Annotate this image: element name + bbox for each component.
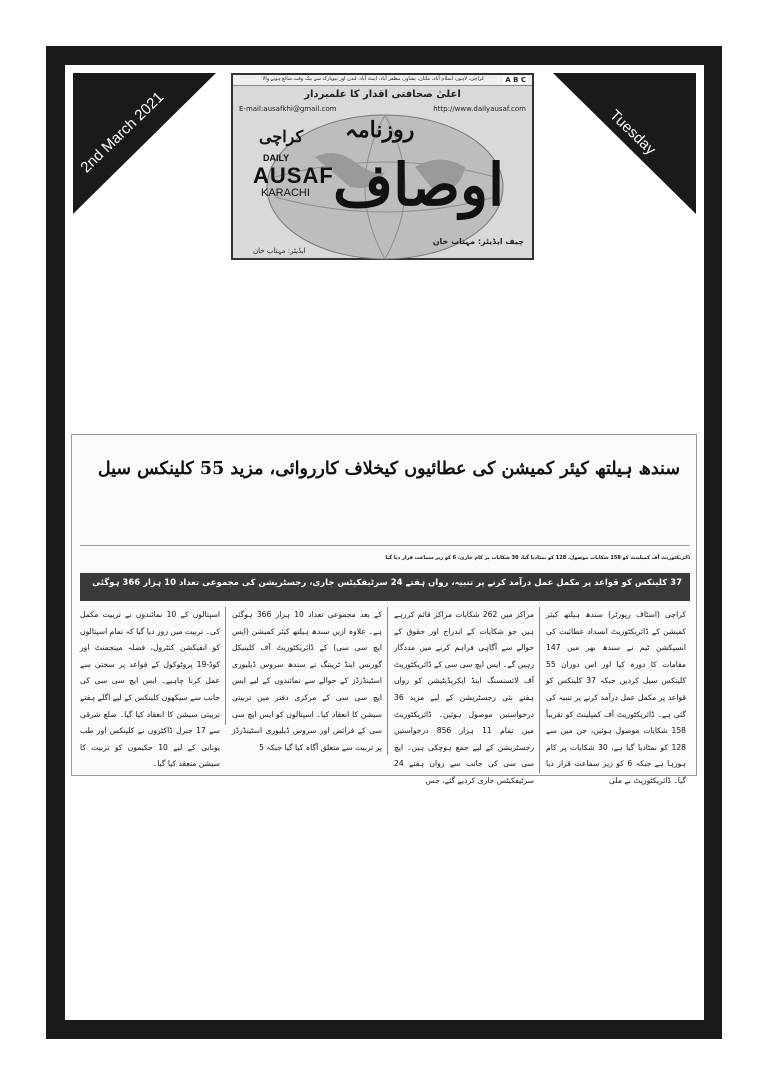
english-logo-daily: DAILY bbox=[263, 153, 290, 163]
masthead-distribution-text: کراچی، لاہور، اسلام آباد، ملتان، پشاور، مظفر آباد، ایبٹ آباد، لندن اور نیویارک سے بیک وقت شائع ہونے والا bbox=[262, 76, 484, 82]
day-corner-ribbon bbox=[553, 73, 696, 214]
article-subheadline: ڈائریکٹوریٹ آف کمپلینٹ کو 158 شکایات موصول، 128 کو نمٹادیا گیا، 30 شکایات پر کام جاری، 6 کو زیر سماعت قرار دیا گیا bbox=[385, 555, 690, 561]
urdu-logo-city: کراچی bbox=[259, 127, 304, 146]
article-column-1: کراچی (اسٹاف رپورٹر) سندھ ہیلتھ کیئر کمیشن کے ڈائریکٹوریٹ انسداد عطائیت کی انسپکشن ٹیم نے سندھ بھر میں 147 مقامات کا دورہ کیا اور اس دوران 55 کلینکس سیل کردیں جبکہ 37 کلینکس کو قواعد پر مکمل عمل درآمد کرنے پر تنبیہ کی گئی ہے۔ ڈائریکٹوریٹ آف کمپلینٹ کو تقریباً 158 شکایات موصول ہوئیں، جن میں سے 128 کو نمٹادیا گیا ہے، 30 شکایات پر کام ہورہا ہے جبکہ 6 کو زیر سماعت قرار دیا گیا۔ ڈائریکٹوریٹ نے ملی bbox=[546, 610, 687, 785]
article-column-4: اسپتالوں کے 10 نمائندوں نے تربیت مکمل کی۔ تربیت میں زور دیا گیا کہ تمام اسپتالوں کو انفیکشن کنٹرول، فضلہ مینجمنٹ اور کوڈ-19 پروٹوکول کے قواعد پر سختی سے عمل کرنا چاہیے۔ ایس ایچ سی سی کی جانب سے سیکھوں کلینکس کے لیے اگلے ہفتے تربیتی سیشن کا انعقاد کیا گیا۔ ضلع شرقی سے 17 جنرل ڈاکٹروں نے کلینکس اور طب یونانی کے لیے 10 حکیموں کو تربیت کا سیشن منعقد کیا گیا۔ bbox=[80, 610, 220, 769]
article-column-2: مراکز میں 262 شکایات مراکز قائم کررہے ہیں جو شکایات کے اندراج اور حقوق کے حوالے سے آگاہی فراہم کرنے میں مددگار رہیں گے۔ ایس ایچ سی سی کے ڈائریکٹوریٹ آف لائسنسنگ اینڈ ایکریڈیٹیشن کو رواں ہفتے نئی رجسٹریشن کے لیے مزید 36 درخواستیں موصول ہوئیں۔ ڈائریکٹوریٹ میں تمام 11 ہزار 856 درخواستیں رجسٹریشن کے لیے جمع ہوچکی ہیں۔ ایچ سی سی کی جانب سے رواں ہفتے 24 سرٹیفکیٹس جاری کردیے گئے، جس bbox=[394, 610, 534, 785]
masthead-tagline: اعلیٰ صحافتی اقدار کا علمبردار bbox=[304, 89, 461, 100]
urdu-logo-roznama: روزنامہ bbox=[345, 117, 415, 143]
english-logo-ausaf: AUSAF bbox=[253, 163, 334, 188]
masthead-editor: ایڈیٹر: مہتاب خان bbox=[253, 247, 306, 255]
article-headline bbox=[80, 437, 690, 546]
column-divider bbox=[387, 607, 388, 755]
masthead-top-strip bbox=[233, 75, 532, 86]
highlight-bar-text: 37 کلینکس کو قواعد پر مکمل عمل درآمد کرنے پر تنبیہ، رواں ہفتے 24 سرٹیفکیٹس جاری، رجسٹریشن کی مجموعی تعداد 10 ہزار 366 ہوگئی bbox=[92, 578, 682, 588]
article-column-3: کے بعد مجموعی تعداد 10 ہزار 366 ہوگئی ہے۔ علاوہ ازیں سندھ ہیلتھ کیئر کمیشن (ایس ایچ سی سی) کے ڈائریکٹوریٹ آف کلینیکل گورنس اینڈ ٹریننگ نے سندھ سروس ڈیلیوری اسٹینڈرڈز کے حوالے سے نمائندوں کے لیے ایس ایچ سی سی کے مرکزی دفتر میں تربیتی سیشن کا انعقاد کیا۔ اسپتالوں کو ایس ایچ سی سی کے فرائض اور سروس ڈیلیوری اسٹینڈرڈز پر تربیت سے متعلق آگاہ کیا گیا جبکہ 5 bbox=[232, 610, 383, 752]
article-highlight-bar bbox=[80, 573, 690, 601]
english-logo-karachi: KARACHI bbox=[261, 187, 310, 199]
urdu-logo-ausaf: اوصاف bbox=[333, 151, 505, 219]
headline-text: سندھ ہیلتھ کیئر کمیشن کی عطائیوں کیخلاف کارروائی، مزید 55 کلینکس سیل bbox=[97, 459, 680, 479]
masthead-chief-editor: چیف ایڈیٹر: مہتاب خان bbox=[432, 237, 524, 246]
masthead-email: E-mail:ausafkhi@gmail.com bbox=[239, 105, 337, 113]
date-corner-ribbon bbox=[73, 73, 216, 214]
date-label: 2nd March 2021 bbox=[77, 88, 168, 177]
column-divider bbox=[539, 607, 540, 773]
abc-badge: A B C bbox=[505, 76, 526, 84]
masthead-website: http://www.dailyausaf.com bbox=[433, 105, 526, 113]
news-article-clipping bbox=[71, 434, 697, 785]
newspaper-masthead bbox=[231, 73, 534, 260]
day-label: Tuesday bbox=[606, 106, 659, 159]
column-divider bbox=[225, 607, 226, 725]
